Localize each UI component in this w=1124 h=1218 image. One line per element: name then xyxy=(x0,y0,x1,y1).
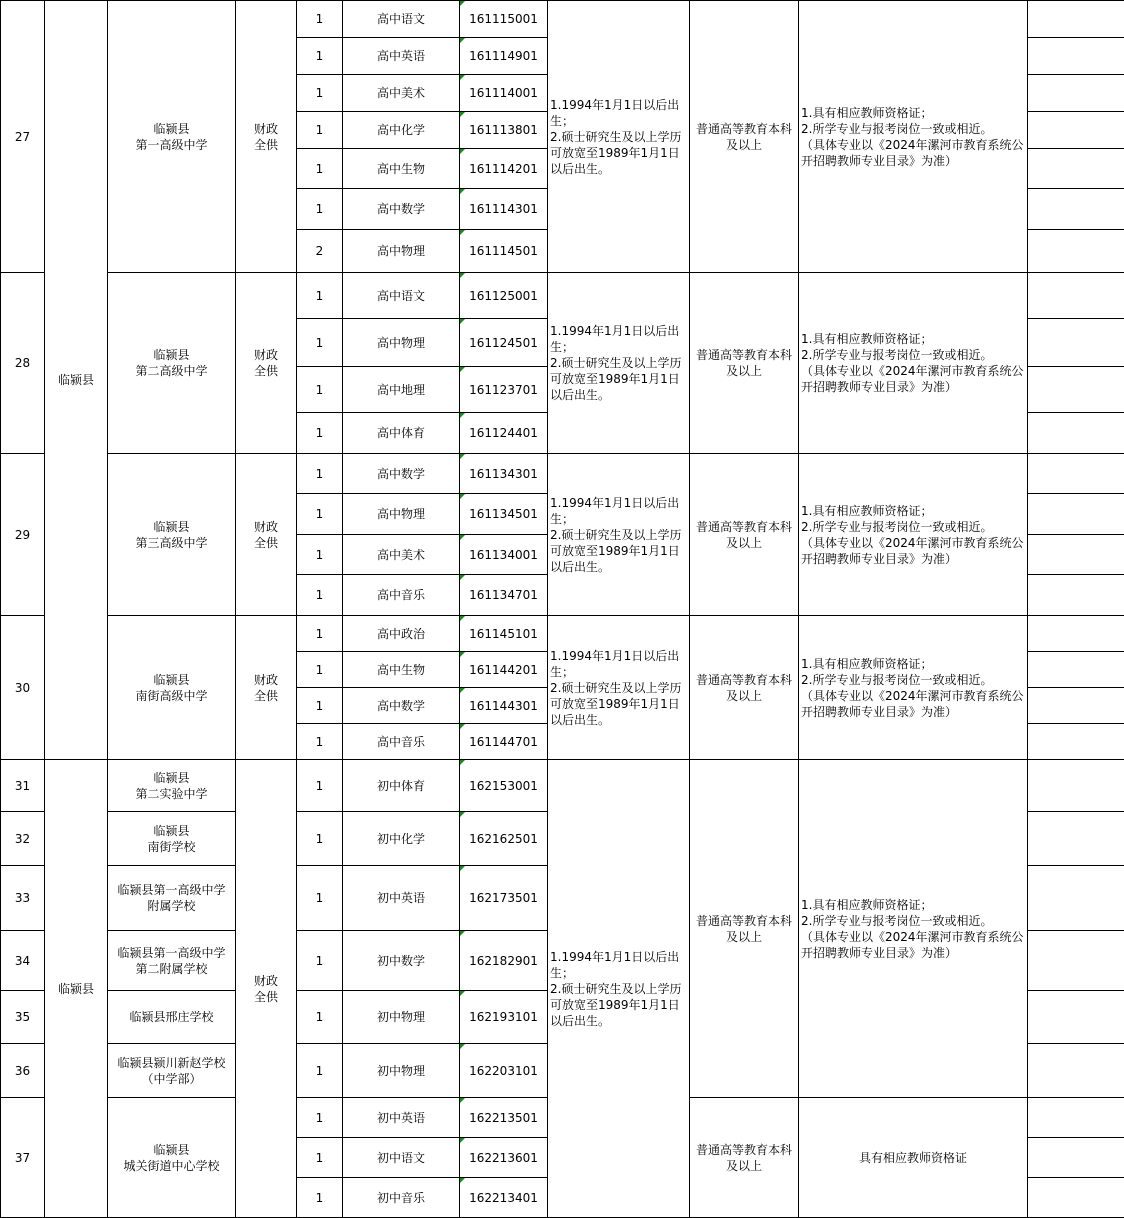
text-line: 及以上 xyxy=(725,364,762,378)
count-cell: 1 xyxy=(297,991,343,1044)
county-cell: 临颍县 xyxy=(45,760,108,1218)
text-line: 财政 xyxy=(253,348,278,362)
subject-cell: 高中地理 xyxy=(343,367,460,413)
text-line: 第二高级中学 xyxy=(135,364,208,378)
subject-cell: 初中物理 xyxy=(343,991,460,1044)
count-cell: 1 xyxy=(297,367,343,413)
remark-cell xyxy=(1028,724,1124,760)
text-line: 财政 xyxy=(253,121,278,136)
county-cell: 临颍县 xyxy=(45,1,108,760)
remark-cell xyxy=(1028,1138,1124,1178)
remark-cell xyxy=(1028,494,1124,535)
remark-cell xyxy=(1028,230,1124,273)
count-cell: 1 xyxy=(297,688,343,724)
education-cell xyxy=(690,760,799,1098)
subject-cell: 高中英语 xyxy=(343,38,460,75)
other-requirement-cell xyxy=(799,616,1028,760)
position-code-cell: 161123701 xyxy=(460,367,548,413)
position-code-cell: 161115001 xyxy=(460,1,548,38)
text-line: 1.1994年1月1日以后出生； xyxy=(550,97,680,128)
text-line: 全供 xyxy=(253,989,278,1004)
text-line: 第三高级中学 xyxy=(135,535,208,550)
subject-cell: 高中生物 xyxy=(343,652,460,688)
position-code-cell: 161113801 xyxy=(460,112,548,149)
text-line: 2.所学专业与报考岗位一致或相近。 xyxy=(801,121,993,136)
position-code-cell: 161114901 xyxy=(460,38,548,75)
position-code-cell: 161114001 xyxy=(460,75,548,112)
text-line: 临颍县 xyxy=(153,770,190,785)
text-line: 全供 xyxy=(253,535,278,550)
position-code-cell: 162173501 xyxy=(460,866,548,931)
text-line: 及以上 xyxy=(725,137,762,152)
remark-cell xyxy=(1028,652,1124,688)
seq-no-cell: 31 xyxy=(1,760,45,812)
count-cell: 1 xyxy=(297,1138,343,1178)
text-line: 及以上 xyxy=(725,688,762,703)
text-line: 临颍县 xyxy=(153,1142,190,1157)
age-requirement-cell xyxy=(548,616,690,760)
education-cell xyxy=(690,1,799,273)
education-cell xyxy=(690,454,799,616)
funding-cell xyxy=(236,454,297,616)
subject-cell: 高中生物 xyxy=(343,149,460,189)
text-line: 2.所学专业与报考岗位一致或相近。 xyxy=(801,913,993,928)
text-line: 临颍县 xyxy=(153,823,190,838)
text-line: 普通高等教育本科 xyxy=(695,348,792,362)
position-code-cell: 161114201 xyxy=(460,149,548,189)
text-line: 2.硕士研究生及以上学历可放宽至1989年1月1日以后出生。 xyxy=(550,981,682,1028)
remark-cell xyxy=(1028,75,1124,112)
text-line: （中学部） xyxy=(141,1071,202,1086)
count-cell: 1 xyxy=(297,38,343,75)
remark-cell xyxy=(1028,1178,1124,1218)
text-line: 1.具有相应教师资格证； xyxy=(801,897,933,912)
text-line: 临颍县第一高级中学 xyxy=(117,945,226,960)
position-code-cell: 161124401 xyxy=(460,413,548,454)
table-row xyxy=(1,454,1124,494)
remark-cell xyxy=(1028,688,1124,724)
school-cell xyxy=(108,1,236,273)
position-code-cell: 161134501 xyxy=(460,494,548,535)
subject-cell: 高中体育 xyxy=(343,413,460,454)
text-line: 第二实验中学 xyxy=(135,786,208,801)
subject-cell: 初中英语 xyxy=(343,866,460,931)
remark-cell xyxy=(1028,1044,1124,1098)
text-line: 2.硕士研究生及以上学历可放宽至1989年1月1日以后出生。 xyxy=(550,527,682,574)
seq-no-cell: 29 xyxy=(1,454,45,616)
text-line: 临颍县第一高级中学 xyxy=(117,883,226,897)
text-line: 2.硕士研究生及以上学历可放宽至1989年1月1日以后出生。 xyxy=(550,680,682,727)
remark-cell xyxy=(1028,319,1124,367)
count-cell: 1 xyxy=(297,319,343,367)
age-requirement-cell xyxy=(548,454,690,616)
other-requirement-cell xyxy=(799,1,1028,273)
text-line: 1.具有相应教师资格证； xyxy=(801,503,933,518)
subject-cell: 初中物理 xyxy=(343,1044,460,1098)
subject-cell: 初中化学 xyxy=(343,812,460,866)
remark-cell xyxy=(1028,931,1124,991)
subject-cell: 高中化学 xyxy=(343,112,460,149)
remark-cell xyxy=(1028,38,1124,75)
school-cell xyxy=(108,616,236,760)
text-line: 全供 xyxy=(253,364,278,378)
text-line: 普通高等教育本科 xyxy=(695,1142,792,1157)
school-cell xyxy=(108,1044,236,1098)
table-row xyxy=(1,616,1124,652)
text-line: 1.1994年1月1日以后出生； xyxy=(550,648,680,679)
other-requirement-cell xyxy=(799,273,1028,454)
text-line: 临颍县 xyxy=(153,519,190,534)
position-code-cell: 161125001 xyxy=(460,273,548,319)
table-row xyxy=(1,273,1124,319)
remark-cell xyxy=(1028,812,1124,866)
text-line: 及以上 xyxy=(725,535,762,550)
other-requirement-cell xyxy=(799,454,1028,616)
subject-cell: 初中英语 xyxy=(343,1098,460,1138)
school-cell xyxy=(108,812,236,866)
subject-cell: 初中音乐 xyxy=(343,1178,460,1218)
subject-cell: 初中体育 xyxy=(343,760,460,812)
seq-no-cell: 27 xyxy=(1,1,45,273)
count-cell: 1 xyxy=(297,616,343,652)
table-row xyxy=(1,1,1124,38)
text-line: 2.硕士研究生及以上学历可放宽至1989年1月1日以后出生。 xyxy=(550,129,682,176)
text-line: （具体专业以《2024年漯河市教育系统公开招聘教师专业目录》为准） xyxy=(801,364,1024,394)
position-code-cell: 162162501 xyxy=(460,812,548,866)
text-line: 财政 xyxy=(253,973,278,988)
text-line: （具体专业以《2024年漯河市教育系统公开招聘教师专业目录》为准） xyxy=(801,535,1024,566)
count-cell: 2 xyxy=(297,230,343,273)
remark-cell xyxy=(1028,189,1124,230)
text-line: 及以上 xyxy=(725,929,762,944)
text-line: （具体专业以《2024年漯河市教育系统公开招聘教师专业目录》为准） xyxy=(801,137,1024,168)
count-cell: 1 xyxy=(297,812,343,866)
position-code-cell: 161144201 xyxy=(460,652,548,688)
position-code-cell: 161134701 xyxy=(460,575,548,616)
position-code-cell: 161144301 xyxy=(460,688,548,724)
remark-cell xyxy=(1028,454,1124,494)
count-cell: 1 xyxy=(297,1098,343,1138)
school-cell xyxy=(108,273,236,454)
text-line: 普通高等教育本科 xyxy=(695,121,792,136)
text-line: 2.所学专业与报考岗位一致或相近。 xyxy=(801,672,993,687)
age-requirement-cell xyxy=(548,1,690,273)
remark-cell xyxy=(1028,535,1124,575)
seq-no-cell: 32 xyxy=(1,812,45,866)
other-requirement-cell: 具有相应教师资格证 xyxy=(799,1098,1028,1218)
subject-cell: 高中数学 xyxy=(343,454,460,494)
subject-cell: 初中数学 xyxy=(343,931,460,991)
text-line: 2.硕士研究生及以上学历可放宽至1989年1月1日以后出生。 xyxy=(550,356,682,402)
subject-cell: 初中语文 xyxy=(343,1138,460,1178)
school-cell xyxy=(108,454,236,616)
count-cell: 1 xyxy=(297,149,343,189)
text-line: 2.所学专业与报考岗位一致或相近。 xyxy=(801,519,993,534)
seq-no-cell: 30 xyxy=(1,616,45,760)
funding-cell xyxy=(236,1,297,273)
text-line: 1.1994年1月1日以后出生； xyxy=(550,495,680,526)
subject-cell: 高中音乐 xyxy=(343,575,460,616)
subject-cell: 高中音乐 xyxy=(343,724,460,760)
position-code-cell: 162213601 xyxy=(460,1138,548,1178)
funding-cell xyxy=(236,760,297,1218)
count-cell: 1 xyxy=(297,535,343,575)
education-cell xyxy=(690,616,799,760)
text-line: 临颍县 xyxy=(153,348,190,362)
subject-cell: 高中物理 xyxy=(343,230,460,273)
age-requirement-cell xyxy=(548,273,690,454)
remark-cell xyxy=(1028,112,1124,149)
seq-no-cell: 33 xyxy=(1,866,45,931)
subject-cell: 高中物理 xyxy=(343,494,460,535)
count-cell: 1 xyxy=(297,75,343,112)
remark-cell xyxy=(1028,575,1124,616)
text-line: 1.具有相应教师资格证； xyxy=(801,105,933,120)
position-code-cell: 161144701 xyxy=(460,724,548,760)
count-cell: 1 xyxy=(297,866,343,931)
education-cell xyxy=(690,273,799,454)
position-code-cell: 161134001 xyxy=(460,535,548,575)
text-line: 临颍县 xyxy=(153,672,190,687)
remark-cell xyxy=(1028,991,1124,1044)
education-cell xyxy=(690,1098,799,1218)
table-row xyxy=(1,760,1124,812)
text-line: 1.1994年1月1日以后出生； xyxy=(550,324,680,354)
position-code-cell: 161134301 xyxy=(460,454,548,494)
count-cell: 1 xyxy=(297,724,343,760)
subject-cell: 高中物理 xyxy=(343,319,460,367)
text-line: 全供 xyxy=(253,688,278,703)
subject-cell: 高中语文 xyxy=(343,273,460,319)
text-line: 临颍县 xyxy=(153,121,190,136)
position-code-cell: 162153001 xyxy=(460,760,548,812)
seq-no-cell: 35 xyxy=(1,991,45,1044)
school-cell xyxy=(108,1098,236,1218)
count-cell: 1 xyxy=(297,1044,343,1098)
position-code-cell: 162213401 xyxy=(460,1178,548,1218)
remark-cell xyxy=(1028,616,1124,652)
count-cell: 1 xyxy=(297,413,343,454)
text-line: 及以上 xyxy=(725,1158,762,1173)
seq-no-cell: 37 xyxy=(1,1098,45,1218)
funding-cell xyxy=(236,273,297,454)
text-line: 全供 xyxy=(253,137,278,152)
text-line: 第二附属学校 xyxy=(135,961,208,976)
position-code-cell: 161145101 xyxy=(460,616,548,652)
other-requirement-cell xyxy=(799,760,1028,1098)
text-line: 财政 xyxy=(253,672,278,687)
remark-cell xyxy=(1028,866,1124,931)
count-cell: 1 xyxy=(297,1178,343,1218)
subject-cell: 高中数学 xyxy=(343,189,460,230)
remark-cell xyxy=(1028,273,1124,319)
school-cell xyxy=(108,931,236,991)
text-line: （具体专业以《2024年漯河市教育系统公开招聘教师专业目录》为准） xyxy=(801,688,1024,719)
remark-cell xyxy=(1028,1098,1124,1138)
text-line: 第一高级中学 xyxy=(135,137,208,152)
seq-no-cell: 34 xyxy=(1,931,45,991)
text-line: 普通高等教育本科 xyxy=(695,672,792,687)
subject-cell: 高中语文 xyxy=(343,1,460,38)
text-line: 城关街道中心学校 xyxy=(123,1158,220,1173)
text-line: 南街高级中学 xyxy=(135,688,208,703)
text-line: 1.1994年1月1日以后出生； xyxy=(550,949,680,980)
seq-no-cell: 28 xyxy=(1,273,45,454)
count-cell: 1 xyxy=(297,273,343,319)
school-cell xyxy=(108,991,236,1044)
subject-cell: 高中数学 xyxy=(343,688,460,724)
remark-cell xyxy=(1028,1,1124,38)
subject-cell: 高中美术 xyxy=(343,535,460,575)
position-code-cell: 162182901 xyxy=(460,931,548,991)
count-cell: 1 xyxy=(297,189,343,230)
text-line: 2.所学专业与报考岗位一致或相近。 xyxy=(801,348,993,362)
remark-cell xyxy=(1028,367,1124,413)
text-line: 财政 xyxy=(253,519,278,534)
count-cell: 1 xyxy=(297,1,343,38)
school-cell xyxy=(108,866,236,931)
count-cell: 1 xyxy=(297,931,343,991)
position-code-cell: 162213501 xyxy=(460,1098,548,1138)
position-code-cell: 161124501 xyxy=(460,319,548,367)
position-code-cell: 161114501 xyxy=(460,230,548,273)
subject-cell: 高中美术 xyxy=(343,75,460,112)
subject-cell: 高中政治 xyxy=(343,616,460,652)
count-cell: 1 xyxy=(297,454,343,494)
text-line: 1.具有相应教师资格证； xyxy=(801,656,933,671)
text-line: （具体专业以《2024年漯河市教育系统公开招聘教师专业目录》为准） xyxy=(801,929,1024,960)
remark-cell xyxy=(1028,149,1124,189)
count-cell: 1 xyxy=(297,575,343,616)
count-cell: 1 xyxy=(297,652,343,688)
count-cell: 1 xyxy=(297,494,343,535)
school-cell xyxy=(108,760,236,812)
remark-cell xyxy=(1028,413,1124,454)
remark-cell xyxy=(1028,760,1124,812)
position-code-cell: 161114301 xyxy=(460,189,548,230)
seq-no-cell: 36 xyxy=(1,1044,45,1098)
text-line: 南街学校 xyxy=(147,839,196,854)
text-line: 临颍县邢庄学校 xyxy=(129,1010,214,1024)
count-cell: 1 xyxy=(297,760,343,812)
position-code-cell: 162203101 xyxy=(460,1044,548,1098)
text-line: 1.具有相应教师资格证； xyxy=(801,332,933,346)
position-code-cell: 162193101 xyxy=(460,991,548,1044)
text-line: 普通高等教育本科 xyxy=(695,519,792,534)
text-line: 附属学校 xyxy=(147,899,196,913)
text-line: 临颍县颍川新赵学校 xyxy=(117,1055,226,1070)
age-requirement-cell xyxy=(548,760,690,1218)
funding-cell xyxy=(236,616,297,760)
text-line: 普通高等教育本科 xyxy=(695,913,792,928)
count-cell: 1 xyxy=(297,112,343,149)
